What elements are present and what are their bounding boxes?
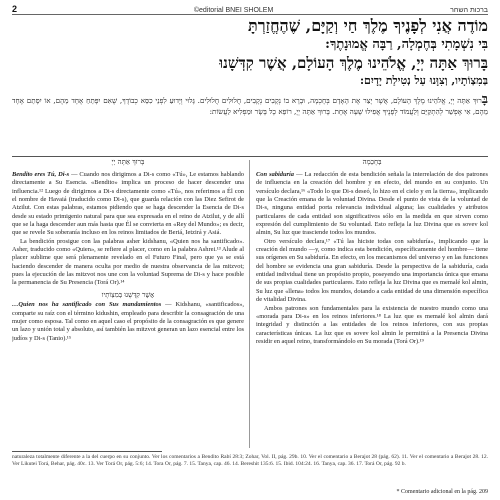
left-paragraph-2: La bendición prosigue con las palabras asher kidshanu, «Quien nos ha santificado». Asher, traducido como «Quien», se refiere al placer, como en la palabra Ashrei.¹³ Alude al placer sublime que será plenamente revelado en el Futuro Final, pero que ya se está haciendo descender de manera oculta por medio de nuestra observancia de las mitzvot; pues la ejecución de las mitzvot nos une con la voluntad Suprema de Di-s y hace posible la permanencia de Su Presencia (Torá Or).¹⁴ <box>12 237 244 287</box>
left-para1-text: — Cuando nos dirigimos a Di-s como «Tú», Le estamos hablando directamente a Su Esencia. «Bendito» implica un proceso de hacer descender una influencia.¹² Luego de dirigirnos a Di-s directamente como «Tú», nos referimos a Él con el nombre de Havaiá (traducido como Di-s), que guarda relación con las Diez Sefirot de Atzilut. Con estas palabras, estamos pidiendo que se haga descender la Esencia de Di-s desde su estado primigenio natural para que sea expresada en el reino de Atzilut, y de allí que se la haga descender aun más hasta que Él se convierta en «Rey del Mundo»; es decir, que se revele Su soberanía incluso en los reinos limitados de Beriá, Ietzirá y Asiá. <box>12 171 244 237</box>
section-title: ברכות השחר <box>450 7 488 14</box>
left-commentary-column <box>12 158 244 450</box>
right-paragraph-2: Otro versículo declara,¹⁷ «Tú las hiciste todas con sabiduría», implicando que la creación del mundo —y, como indica esta bendición, específicamente del hombre— tiene sus orígenes en Su sabiduría. En efecto, en los mecanismos del universo y en las funciones del hombre se evidencia una gran sabiduría. Desde la perspectiva de la sabiduría, cada entidad individual tiene un propósito propio, poseyendo una importancia única que emana de sus propias cualidades particulares. Esto refleja la luz Divina que es memalé kol almin, Su luz que «llena» todos los mundos, dotando a cada entidad de una dimensión específica de vitalidad Divina. <box>256 237 488 304</box>
left-subtitle: אֲשֶׁר קִדְּשָׁנוּ בְּמִצְוֹתָיו <box>101 290 155 299</box>
footnote-rule <box>12 451 162 452</box>
left-paragraph-1 <box>12 171 244 238</box>
publisher-credit: ©editorial BNEI SHOLEM <box>193 7 274 14</box>
right-column-title: בְּחָכְמָה <box>362 158 382 166</box>
hebrew-drop-cap: בָּ <box>481 94 488 107</box>
hebrew-line-2: בִּי נִשְׁמָתִי בְּחֶמְלָה, רַבָּה אֱמוּנָתֶךָ: <box>325 38 488 51</box>
additional-comment-note: * Comentario adicional en la pág. 209 <box>396 489 488 495</box>
left-paragraph-3 <box>12 301 244 343</box>
hebrew-blessing-paragraph <box>12 94 488 152</box>
column-divider <box>249 160 250 448</box>
footnotes: naturaleza totalmente diferente a la del cuerpo en su conjunto. Ver los comentarios a Bendito Rabí 28:3; Zohar, Vol. II, pág. 29b. 10. Ver el comentario a Berajot 28 (pág. 62). 11. Ver el comentario a Berajot 28. 12. Ver Likutei Torá, Behar, pág. 40c. 13. Ver Torá Or, pág. 5:6; 14. Tora Or, pág. 7. 15. Tanya, cap. 46. 14. Bereshit 135:6. 15. Ibid. 104:24. 16. Tanya, cap. 36. 17. Torá Or, pág. 92 b. <box>12 454 488 467</box>
hebrew-line-4: בְּמִצְוֹתָיו, וְצִוָּנוּ עַל נְטִילַת יָדָיִם: <box>359 75 488 86</box>
page-header <box>12 2 488 15</box>
left-para3-lead: …Quien nos ha santificado con Sus mandamientos <box>12 301 162 309</box>
left-para1-lead: Bendito eres Tú, Di-s <box>12 171 70 178</box>
right-paragraph-1 <box>256 171 488 238</box>
hebrew-paragraph-text: רוּךְ אַתָּה יְיָ, אֱלֹהֵינוּ מֶלֶךְ הָעוֹלָם, אֲשֶׁר יָצַר אֶת הָאָדָם בְּחָכְמָה, וּבָרָא בוֹ נְקָבִים נְקָבִים, חֲלוּלִים חֲלוּלִים. גָּלוּי וְיָדוּעַ לִפְנֵי כִסֵּא כְבוֹדֶךָ, שֶׁאִם יִפָּתֵחַ אֶחָד מֵהֶם, אוֹ יִסָּתֵם אֶחָד מֵהֶם, אִי אֶפְשַׁר לְהִתְקַיֵּם וְלַעֲמוֹד לְפָנֶיךָ אֲפִילוּ שָׁעָה אֶחָת. בָּרוּךְ אַתָּה יְיָ, רוֹפֵא כָל בָּשָׂר וּמַפְלִיא לַעֲשׂוֹת: <box>12 96 488 117</box>
right-para1-text: — La redacción de esta bendición señala la interrelación de dos patrones de influencia en la creación del hombre y en efecto, del mundo en su conjunto. Un versículo declara,¹⁶ «Todo lo que Di-s deseó, lo hizo en el cielo y en la tierra», implicando que la Creación emana de la voluntad Divina. Desde el punto de vista de la voluntad de Di-s, ninguna entidad porta relevancia individual alguna; las cualidades y atributos particulares de cada entidad son significativos sólo en la medida en que sirven como expresión del cumplimiento de Su voluntad. Esto refleja la luz Divina que es sovev kol almin, Su luz que trasciende todos los mundos. <box>256 171 488 237</box>
page-number: 2 <box>12 4 18 14</box>
right-paragraph-3: Ambos patrones son fundamentales para la existencia de nuestro mundo como una «morada para Di-s» en los reinos inferiores.¹⁸ La luz que es memalé kol almin dará integridad y distinción a las entidades de los reinos inferiores, con sus propias características únicas. La luz que es sovev kol almin le permitirá a la Presencia Divina residir en aquel reino, transformándolo en Su morada (Torá Or).¹⁹ <box>256 304 488 345</box>
right-commentary-column <box>256 158 488 450</box>
section-rule <box>12 156 488 157</box>
left-para3-text: — Kidshanu, «santificados», comparte su raíz con el término kidushin, empleado para describir la consagración de una mujer como esposa. Tal como en aquel caso el propósito de la consagración es que genere un lazo y unión total y absoluto, así también las mitzvot generan un lazo esencial entre los judíos y Di-s (Tanio).¹⁵ <box>12 301 244 342</box>
hebrew-line-3: בָּרוּךְ אַתָּה יְיָ, אֱלֹהֵינוּ מֶלֶךְ הָעוֹלָם, אֲשֶׁר קִדְּשָׁנוּ <box>219 56 488 71</box>
left-column-title: בָּרוּךְ אַתָּה יְיָ <box>111 158 145 166</box>
right-para1-lead: Con sabiduría <box>256 171 294 178</box>
hebrew-line-1: מוֹדֶה אֲנִי לְפָנֶיךָ מֶלֶךְ חַי וְקַיָּם, שֶׁהֶחֱזַרְתָּ <box>248 18 488 34</box>
